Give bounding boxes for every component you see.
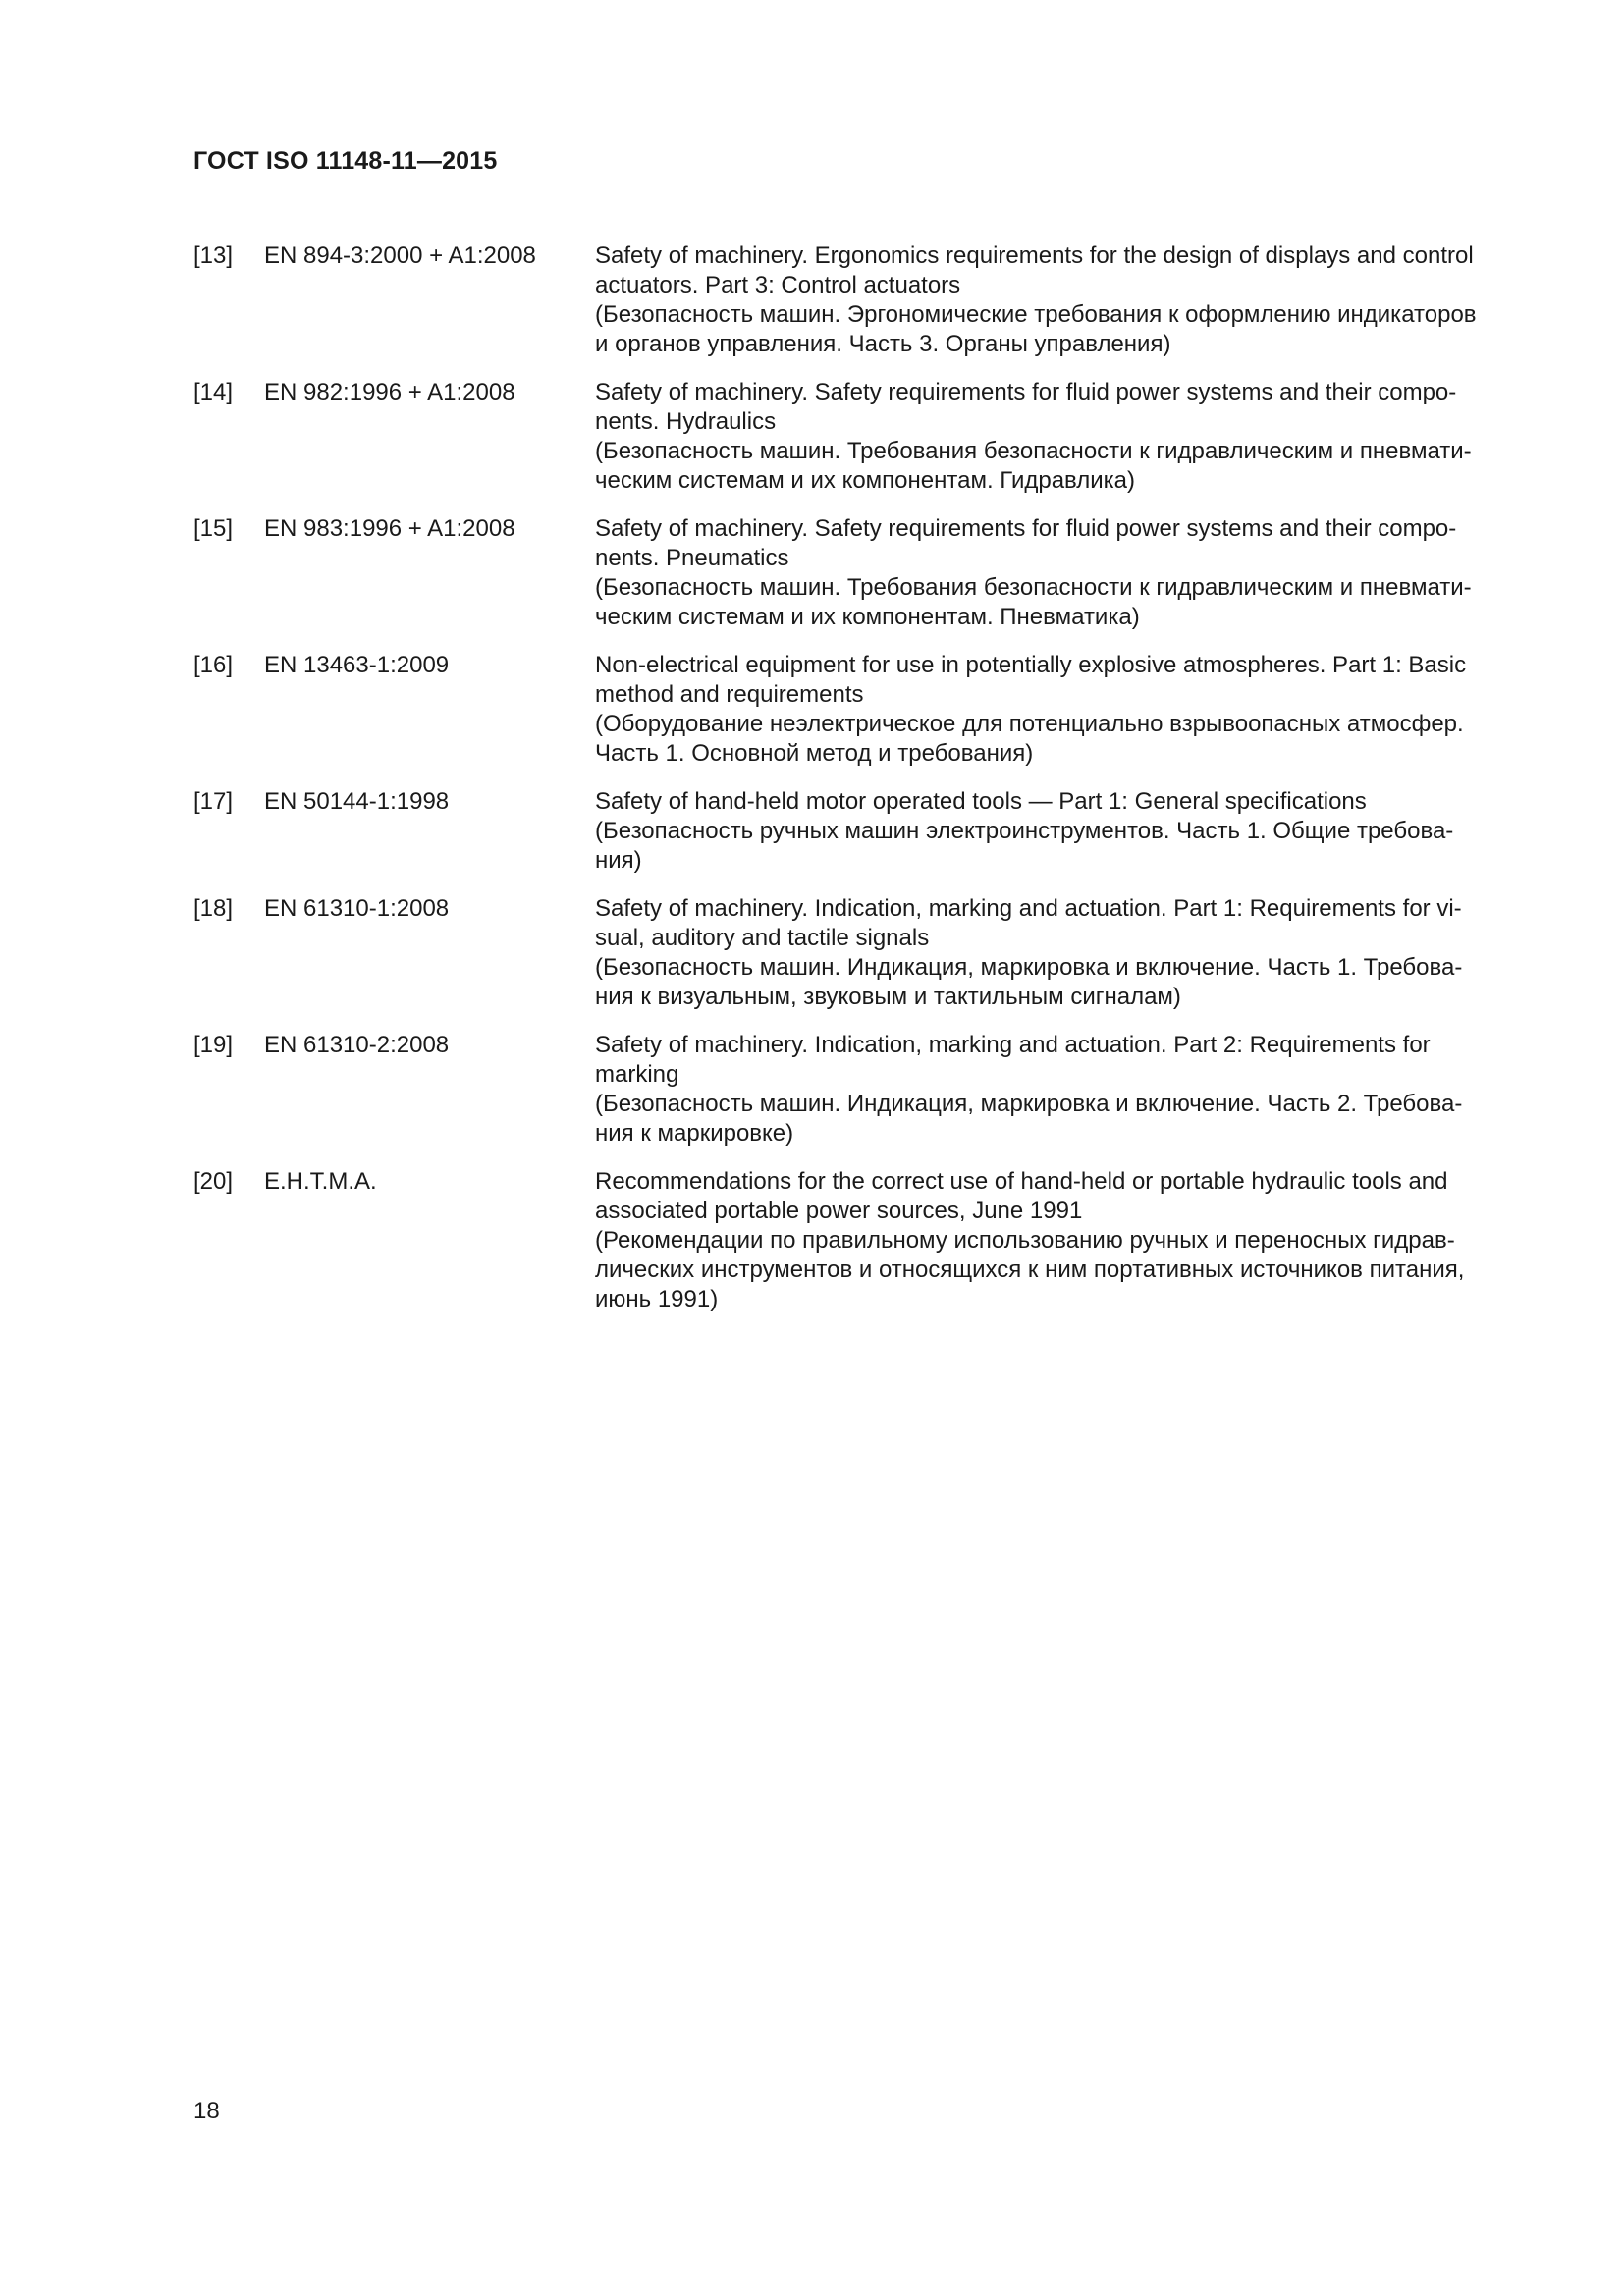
reference-title [595, 241, 1525, 359]
bibliography-entry [193, 894, 1525, 1012]
reference-title-line: ния) [595, 847, 642, 874]
reference-title-line: ния к маркировке) [595, 1120, 794, 1147]
reference-title-line: июнь 1991) [595, 1286, 719, 1312]
reference-title-line: (Безопасность машин. Индикация, маркировка и включение. Часть 1. Требова- [595, 954, 1463, 981]
standard-code: EN 983:1996 + A1:2008 [264, 515, 515, 542]
reference-title [595, 651, 1525, 769]
reference-title-line: Safety of machinery. Safety requirements for fluid power systems and their compo- [595, 515, 1457, 542]
reference-title-line: ния к визуальным, звуковым и тактильным сигналам) [595, 984, 1181, 1010]
reference-number: [18] [193, 895, 234, 922]
standard-code: EN 894-3:2000 + A1:2008 [264, 242, 536, 269]
standard-code: EN 61310-2:2008 [264, 1032, 450, 1058]
reference-title-line: (Безопасность машин. Требования безопасности к гидравлическим и пневмати- [595, 438, 1472, 464]
standard-code: E.H.T.M.A. [264, 1168, 377, 1195]
reference-title-line: (Безопасность машин. Индикация, маркировка и включение. Часть 2. Требова- [595, 1091, 1463, 1117]
bibliography-entry [193, 378, 1525, 496]
page-number: 18 [193, 2098, 220, 2124]
reference-number: [20] [193, 1168, 234, 1195]
reference-number: [13] [193, 242, 234, 269]
reference-title-line: (Безопасность машин. Требования безопасности к гидравлическим и пневмати- [595, 574, 1472, 601]
reference-title-line: nents. Hydraulics [595, 408, 777, 435]
bibliography-list [193, 241, 1525, 1333]
reference-title-line: лических инструментов и относящихся к ним портативных источников питания, [595, 1256, 1465, 1283]
reference-title-line: associated portable power sources, June 1991 [595, 1198, 1083, 1224]
reference-title-line: ческим системам и их компонентам. Пневматика) [595, 604, 1140, 630]
reference-number: [16] [193, 652, 234, 678]
standard-code: EN 50144-1:1998 [264, 788, 450, 815]
bibliography-entry [193, 241, 1525, 359]
standard-code: EN 61310-1:2008 [264, 895, 450, 922]
reference-title-line: Safety of hand-held motor operated tools — Part 1: General specifications [595, 788, 1367, 815]
bibliography-entry [193, 651, 1525, 769]
reference-number: [15] [193, 515, 234, 542]
bibliography-entry [193, 1167, 1525, 1314]
reference-title-line: Safety of machinery. Indication, marking and actuation. Part 2: Requirements for [595, 1032, 1431, 1058]
reference-title-line: Safety of machinery. Ergonomics requirements for the design of displays and control [595, 242, 1474, 269]
reference-title-line: Safety of machinery. Indication, marking and actuation. Part 1: Requirements for vi- [595, 895, 1462, 922]
bibliography-entry [193, 787, 1525, 876]
reference-title-line: actuators. Part 3: Control actuators [595, 272, 961, 298]
reference-title [595, 787, 1525, 876]
bibliography-entry [193, 1031, 1525, 1148]
reference-number: [19] [193, 1032, 234, 1058]
reference-title [595, 1031, 1525, 1148]
reference-title [595, 378, 1525, 496]
reference-title-line: и органов управления. Часть 3. Органы управления) [595, 331, 1171, 357]
standard-code: EN 13463-1:2009 [264, 652, 450, 678]
reference-number: [17] [193, 788, 234, 815]
reference-title-line: Часть 1. Основной метод и требования) [595, 740, 1034, 767]
reference-title-line: method and requirements [595, 681, 864, 708]
reference-title [595, 894, 1525, 1012]
reference-title-line: sual, auditory and tactile signals [595, 925, 930, 951]
reference-title-line: (Оборудование неэлектрическое для потенциально взрывоопасных атмосфер. [595, 711, 1464, 737]
reference-title-line: ческим системам и их компонентам. Гидравлика) [595, 467, 1136, 494]
reference-title [595, 1167, 1525, 1314]
reference-number: [14] [193, 379, 234, 405]
reference-title-line: (Безопасность ручных машин электроинструментов. Часть 1. Общие требова- [595, 818, 1454, 844]
reference-title-line: Non-electrical equipment for use in potentially explosive atmospheres. Part 1: Basic [595, 652, 1467, 678]
reference-title-line: Recommendations for the correct use of hand-held or portable hydraulic tools and [595, 1168, 1448, 1195]
document-header: ГОСТ ISO 11148-11—2015 [193, 147, 498, 175]
bibliography-entry [193, 514, 1525, 632]
reference-title [595, 514, 1525, 632]
reference-title-line: marking [595, 1061, 679, 1088]
standard-code: EN 982:1996 + A1:2008 [264, 379, 515, 405]
reference-title-line: nents. Pneumatics [595, 545, 789, 571]
reference-title-line: (Рекомендации по правильному использованию ручных и переносных гидрав- [595, 1227, 1455, 1254]
reference-title-line: (Безопасность машин. Эргономические требования к оформлению индикаторов [595, 301, 1477, 328]
reference-title-line: Safety of machinery. Safety requirements for fluid power systems and their compo- [595, 379, 1457, 405]
